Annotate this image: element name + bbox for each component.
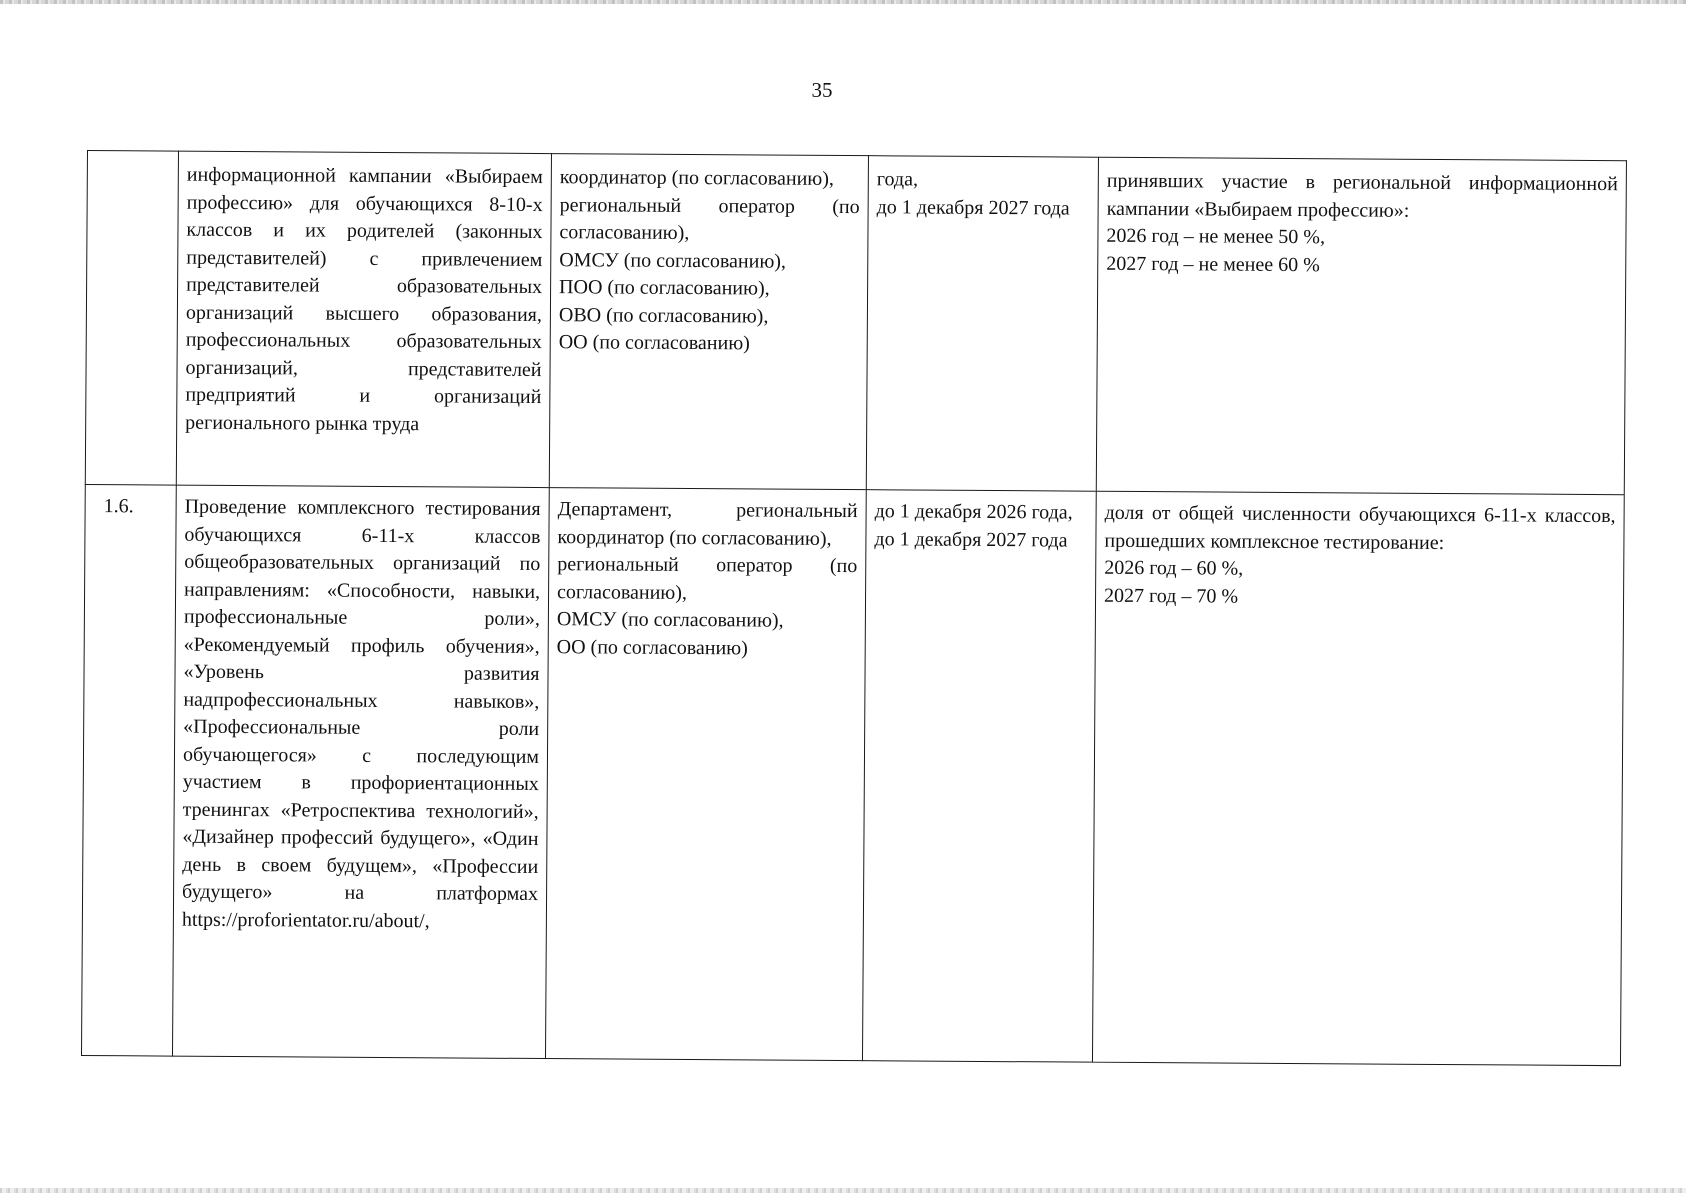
indicator-cell	[1092, 491, 1625, 1066]
term-cell	[862, 489, 1096, 1063]
indicator-value: 2027 год – не менее 60 %	[1106, 252, 1320, 276]
responsible-line: ОМСУ (по согласованию),	[559, 248, 787, 273]
responsible-line: ПОО (по согласованию),	[559, 276, 770, 300]
action-cell	[176, 151, 551, 487]
term-line: года,	[876, 168, 919, 191]
action-cell	[172, 485, 549, 1059]
term-line: до 1 декабря 2027 года	[874, 527, 1068, 552]
responsible-line: координатор (по согласованию),	[559, 166, 834, 190]
responsible-line: ОО (по согласованию)	[558, 331, 750, 355]
term-line: до 1 декабря 2026 года,	[874, 500, 1073, 524]
indicator-intro: доля от общей численности обучающихся 6-11-х классов, прошедших комплексное тестирование:	[1104, 501, 1616, 554]
responsible-cell	[545, 487, 866, 1061]
indicator-intro: принявших участие в региональной информационной кампании «Выбираем профессию»:	[1106, 169, 1618, 222]
scan-edge-top	[0, 0, 1686, 4]
indicator-cell	[1096, 157, 1627, 495]
indicator-value: 2027 год – 70 %	[1103, 584, 1239, 608]
term-line: до 1 декабря 2027 года	[876, 195, 1070, 220]
responsible-line: ОО (по согласованию)	[556, 635, 748, 659]
responsible-cell	[549, 153, 868, 489]
responsible-line: региональный оператор (по согласованию),	[557, 553, 858, 604]
table-row	[81, 484, 1625, 1066]
row-number: 1.6.	[103, 495, 134, 518]
term-cell	[866, 155, 1098, 491]
row-number-cell	[85, 150, 178, 485]
table-row	[85, 150, 1627, 494]
responsible-line: региональный оператор (по согласованию),	[559, 193, 860, 244]
plan-table	[81, 150, 1627, 1066]
scan-edge-bottom	[0, 1188, 1686, 1193]
action-text: информационной кампании «Выбираем профессию» для обучающихся 8-10-х классов и их родителей (законных представителей) с привлечением представителей образовательных организаций высшего образования, профессиональных образовательных организаций, представителей предприятий и организаций регионального рынка труда	[185, 163, 543, 435]
indicator-value: 2026 год – 60 %,	[1104, 556, 1244, 580]
action-text: Проведение комплексного тестирования обучающихся 6-11-х классов общеобразовательных организаций по направлениям: «Способности, навыки, профессиональные роли», «Рекомендуемый профиль обучения», «Уровень развития надпрофессиональных навыков», «Профессиональные роли обучающегося» с последующим участием в профориентационных тренингах «Ретроспектива технологий», «Дизайнер профессий будущего», «Один день в своем будущем», «Профессии будущего» на платформах https://proforientator.ru/about/,	[181, 495, 541, 932]
responsible-line: ОМСУ (по согласованию),	[556, 608, 784, 632]
page-number: 35	[811, 78, 833, 102]
responsible-line: ОВО (по согласованию),	[558, 303, 769, 328]
indicator-value: 2026 год – не менее 50 %,	[1106, 224, 1326, 249]
row-number-cell	[81, 484, 176, 1057]
responsible-line: Департамент, региональный координатор (по согласованию),	[557, 498, 858, 550]
